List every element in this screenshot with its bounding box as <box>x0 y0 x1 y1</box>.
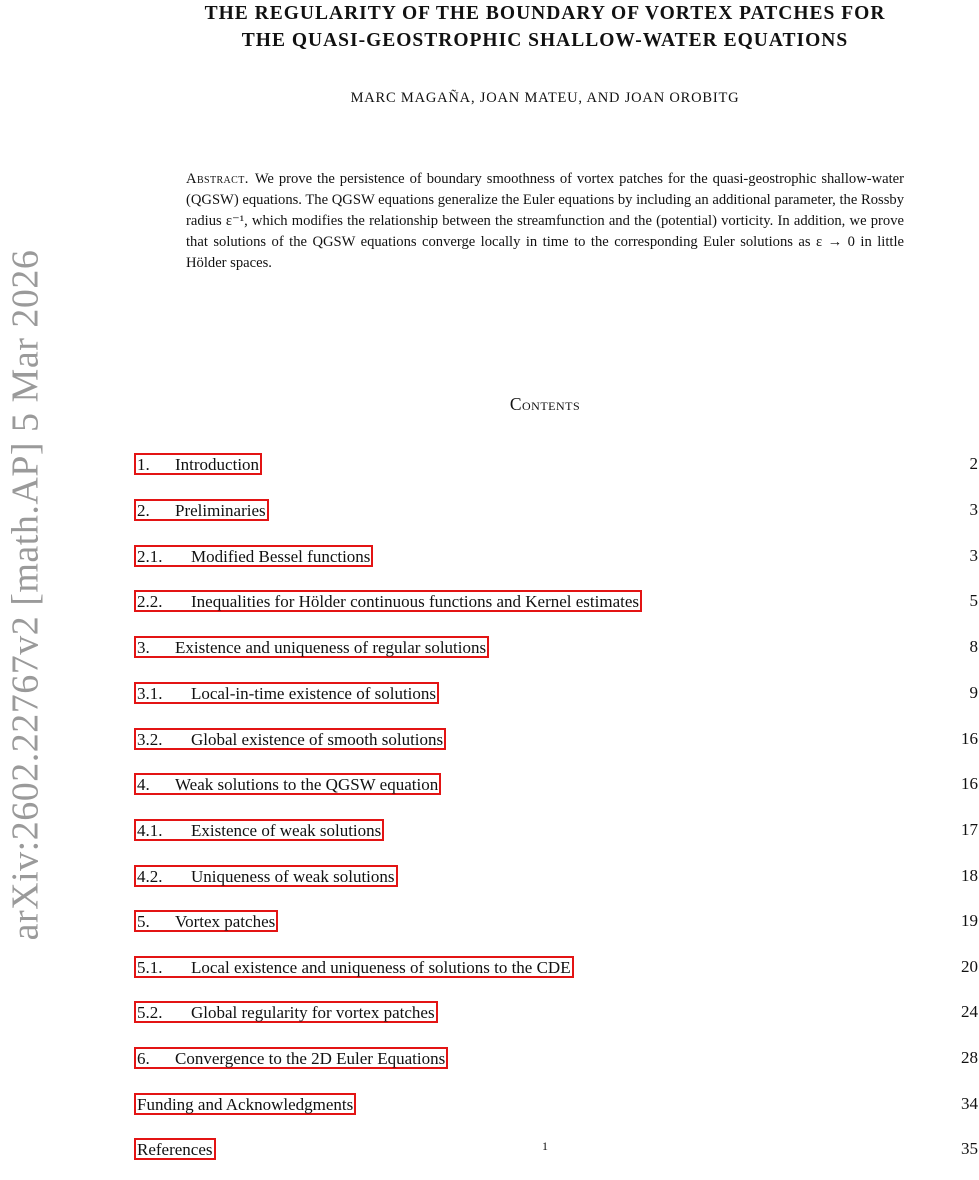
toc-row <box>134 545 978 571</box>
toc-page: 8 <box>969 637 978 656</box>
toc-title: Global existence of smooth solutions <box>191 730 444 749</box>
toc-title: Preliminaries <box>175 501 266 520</box>
contents-heading: Contents <box>509 394 581 414</box>
toc-number: 5.1. <box>137 958 163 977</box>
toc-link[interactable] <box>134 1093 356 1115</box>
toc-page: 16 <box>961 774 978 793</box>
toc-title: Global regularity for vortex patches <box>191 1003 435 1022</box>
toc-page: 2 <box>969 454 978 473</box>
toc-page: 9 <box>969 683 978 702</box>
arxiv-identifier-text: arXiv:2602.22767v2 [math.AP] 5 Mar 2026 <box>4 249 47 941</box>
page-number: 1 <box>542 1139 548 1153</box>
toc-row <box>134 910 978 936</box>
toc-page: 19 <box>961 911 978 930</box>
toc-row <box>134 590 978 616</box>
toc-link[interactable] <box>134 590 642 612</box>
toc-link[interactable] <box>134 453 262 475</box>
toc-title: Existence and uniqueness of regular solutions <box>175 638 487 657</box>
toc-title: Uniqueness of weak solutions <box>191 867 395 886</box>
toc-number: 4.1. <box>137 821 163 840</box>
arxiv-sidebar-identifier <box>0 200 50 990</box>
paper-title <box>120 0 970 54</box>
toc-page: 28 <box>961 1048 978 1067</box>
toc-link[interactable] <box>134 499 269 521</box>
toc-link[interactable] <box>134 956 574 978</box>
toc-row <box>134 1093 978 1119</box>
toc-number: 5. <box>137 912 150 931</box>
toc-title: Vortex patches <box>175 912 276 931</box>
toc-page: 3 <box>969 546 978 565</box>
toc-link[interactable] <box>134 1047 448 1069</box>
toc-row <box>134 773 978 799</box>
toc-row <box>134 728 978 754</box>
toc-number: 4. <box>137 775 150 794</box>
toc-number: 1. <box>137 455 150 474</box>
toc-link[interactable] <box>134 865 398 887</box>
toc-page: 35 <box>961 1139 978 1158</box>
toc-row <box>134 1001 978 1027</box>
toc-link[interactable] <box>134 682 439 704</box>
toc-number: 2. <box>137 501 150 520</box>
toc-number: 4.2. <box>137 867 163 886</box>
toc-row <box>134 956 978 982</box>
abstract-text: We prove the persistence of boundary smoothness of vortex patches for the quasi-geostrophic shallow-water (QGSW) equations. The QGSW equations generalize the Euler equations by including an additional parameter, the Rossby radius ε⁻¹, which modifies the relationship between the streamfunction and the (potential) vorticity. In addition, we prove that solutions of the QGSW equations converge locally in time to the corresponding Euler solutions as ε → 0 in little Hölder spaces. <box>186 171 904 271</box>
toc-link[interactable] <box>134 819 384 841</box>
toc-row <box>134 819 978 845</box>
toc-title: Weak solutions to the QGSW equation <box>175 775 439 794</box>
toc-link[interactable] <box>134 636 489 658</box>
toc-page: 16 <box>961 729 978 748</box>
toc-row <box>134 499 978 525</box>
toc-link[interactable] <box>134 910 278 932</box>
toc-title: Existence of weak solutions <box>191 821 382 840</box>
toc-number: 3.2. <box>137 730 163 749</box>
toc-number: 3.1. <box>137 684 163 703</box>
toc-link[interactable] <box>134 1001 438 1023</box>
toc-number: 3. <box>137 638 150 657</box>
toc-title: Funding and Acknowledgments <box>137 1095 354 1114</box>
toc-page: 3 <box>969 500 978 519</box>
toc-number: 2.2. <box>137 592 163 611</box>
toc-page: 20 <box>961 957 978 976</box>
toc-row <box>134 682 978 708</box>
authors: MARC MAGAÑA, JOAN MATEU, AND JOAN OROBITG <box>350 90 740 106</box>
toc-row <box>134 453 978 479</box>
toc-page: 24 <box>961 1002 978 1021</box>
title-line-2: THE QUASI-GEOSTROPHIC SHALLOW-WATER EQUATIONS <box>241 30 849 51</box>
toc-number: 6. <box>137 1049 150 1068</box>
toc-link[interactable] <box>134 773 441 795</box>
toc-page: 18 <box>961 866 978 885</box>
toc-title: Introduction <box>175 455 260 474</box>
toc-number: 2.1. <box>137 547 163 566</box>
toc-row <box>134 1047 978 1073</box>
toc-title: References <box>137 1140 213 1159</box>
toc-number: 5.2. <box>137 1003 163 1022</box>
toc-link[interactable] <box>134 545 373 567</box>
toc-row <box>134 865 978 891</box>
abstract <box>186 169 904 274</box>
abstract-label: Abstract. <box>186 171 249 187</box>
toc-title: Inequalities for Hölder continuous functions and Kernel estimates <box>191 592 640 611</box>
toc-title: Modified Bessel functions <box>191 547 371 566</box>
toc-title: Local-in-time existence of solutions <box>191 684 437 703</box>
toc-row <box>134 636 978 662</box>
title-line-1: THE REGULARITY OF THE BOUNDARY OF VORTEX PATCHES FOR <box>204 3 886 24</box>
toc-page: 5 <box>969 591 978 610</box>
toc-title: Local existence and uniqueness of solutions to the CDE <box>191 958 571 977</box>
toc-page: 34 <box>961 1094 978 1113</box>
toc-title: Convergence to the 2D Euler Equations <box>175 1049 446 1068</box>
toc-link[interactable] <box>134 728 446 750</box>
toc-page: 17 <box>961 820 978 839</box>
